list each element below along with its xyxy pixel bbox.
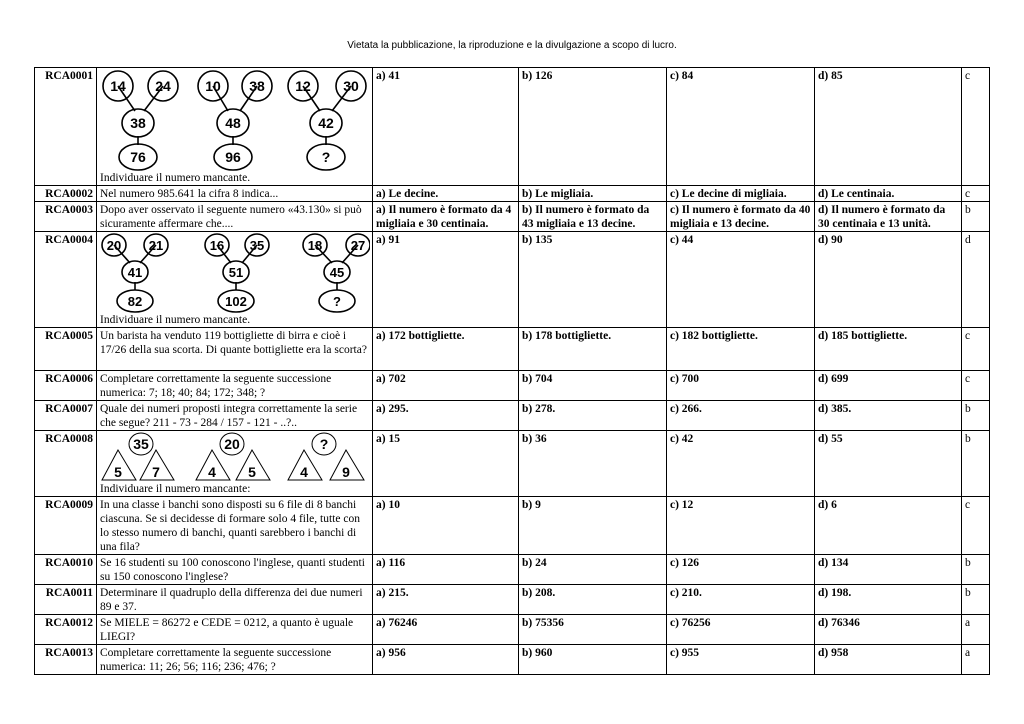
svg-text:12: 12 — [295, 78, 311, 94]
question-code: RCA0006 — [35, 371, 97, 401]
page-header: Vietata la pubblicazione, la riproduzione e la divulgazione a scopo di lucro. — [347, 40, 677, 51]
question-code: RCA0012 — [35, 615, 97, 645]
svg-text:48: 48 — [225, 115, 241, 131]
question-text: Dopo aver osservato il seguente numero «43.130» si può sicuramente affermare che.... — [97, 202, 373, 232]
table-row — [35, 615, 990, 645]
correct-answer: c — [962, 371, 990, 401]
svg-text:38: 38 — [130, 115, 146, 131]
svg-text:7: 7 — [152, 464, 160, 480]
svg-text:38: 38 — [249, 78, 265, 94]
question-code: RCA0001 — [35, 68, 97, 186]
question-code: RCA0007 — [35, 401, 97, 431]
option-c: c) 955 — [667, 645, 815, 675]
correct-answer: c — [962, 68, 990, 186]
svg-text:4: 4 — [208, 464, 216, 480]
table-row — [35, 497, 990, 555]
question-figure — [100, 69, 370, 171]
question-code: RCA0009 — [35, 497, 97, 555]
svg-text:20: 20 — [106, 238, 122, 253]
svg-text:42: 42 — [318, 115, 334, 131]
question-cell — [97, 68, 373, 186]
option-b: b) 960 — [519, 645, 667, 675]
option-c: c) 42 — [667, 431, 815, 497]
table-row — [35, 431, 990, 497]
option-d: d) Il numero è formato da 30 centinaia e 13 unità. — [815, 202, 962, 232]
svg-text:96: 96 — [225, 149, 241, 165]
question-text: Un barista ha venduto 119 bottigliette di birra e cioè i 17/26 della sua scorta. Di quante bottigliette era la scorta? — [97, 328, 373, 371]
option-d: d) 6 — [815, 497, 962, 555]
svg-text:41: 41 — [127, 265, 143, 280]
option-a: a) Il numero è formato da 4 migliaia e 30 centinaia. — [373, 202, 519, 232]
option-b: b) 24 — [519, 555, 667, 585]
option-a: a) 172 bottigliette. — [373, 328, 519, 371]
option-d: d) 699 — [815, 371, 962, 401]
correct-answer: b — [962, 431, 990, 497]
question-code: RCA0002 — [35, 186, 97, 202]
svg-text:102: 102 — [225, 294, 247, 309]
svg-text:24: 24 — [155, 78, 171, 94]
option-c: c) 210. — [667, 585, 815, 615]
svg-text:4: 4 — [300, 464, 308, 480]
table-row — [35, 202, 990, 232]
option-a: a) 41 — [373, 68, 519, 186]
option-b: b) 704 — [519, 371, 667, 401]
option-a: a) 10 — [373, 497, 519, 555]
correct-answer: c — [962, 328, 990, 371]
option-a: a) 91 — [373, 232, 519, 328]
svg-text:21: 21 — [148, 238, 164, 253]
correct-answer: b — [962, 585, 990, 615]
svg-text:51: 51 — [228, 265, 244, 280]
question-text: Individuare il numero mancante: — [100, 483, 251, 495]
option-b: b) 36 — [519, 431, 667, 497]
option-c: c) Il numero è formato da 40 migliaia e 13 decine. — [667, 202, 815, 232]
option-a: a) 76246 — [373, 615, 519, 645]
option-a: a) 295. — [373, 401, 519, 431]
question-code: RCA0004 — [35, 232, 97, 328]
svg-text:14: 14 — [110, 78, 126, 94]
svg-text:27: 27 — [350, 238, 366, 253]
table-row — [35, 232, 990, 328]
svg-text:35: 35 — [133, 436, 149, 452]
svg-text:82: 82 — [127, 294, 143, 309]
option-a: a) 956 — [373, 645, 519, 675]
option-a: a) 215. — [373, 585, 519, 615]
option-b: b) 135 — [519, 232, 667, 328]
question-text: Se 16 studenti su 100 conoscono l'inglese, quanti studenti su 150 conoscono l'inglese? — [97, 555, 373, 585]
table-row — [35, 585, 990, 615]
question-text: Completare correttamente la seguente successione numerica: 7; 18; 40; 84; 172; 348; ? — [97, 371, 373, 401]
question-text: Completare correttamente la seguente successione numerica: 11; 26; 56; 116; 236; 476; ? — [97, 645, 373, 675]
option-d: d) 55 — [815, 431, 962, 497]
table-row — [35, 555, 990, 585]
question-figure — [100, 233, 370, 313]
table-row — [35, 186, 990, 202]
correct-answer: d — [962, 232, 990, 328]
svg-text:10: 10 — [205, 78, 221, 94]
question-code: RCA0003 — [35, 202, 97, 232]
option-c: c) 182 bottigliette. — [667, 328, 815, 371]
option-b: b) 9 — [519, 497, 667, 555]
option-c: c) 700 — [667, 371, 815, 401]
option-c: c) 12 — [667, 497, 815, 555]
svg-text:20: 20 — [224, 436, 240, 452]
option-c: c) 44 — [667, 232, 815, 328]
svg-text:18: 18 — [307, 238, 323, 253]
option-c: c) Le decine di migliaia. — [667, 186, 815, 202]
correct-answer: b — [962, 401, 990, 431]
option-d: d) 385. — [815, 401, 962, 431]
svg-text:45: 45 — [329, 265, 345, 280]
svg-text:5: 5 — [248, 464, 256, 480]
question-text: Se MIELE = 86272 e CEDE = 0212, a quanto è uguale LIEGI? — [97, 615, 373, 645]
option-d: d) 85 — [815, 68, 962, 186]
svg-text:5: 5 — [114, 464, 122, 480]
question-text: Quale dei numeri proposti integra correttamente la serie che segue? 211 - 73 - 284 / 157 - 121 - ..?.. — [97, 401, 373, 431]
option-d: d) 76346 — [815, 615, 962, 645]
svg-text:?: ? — [333, 294, 341, 309]
option-b: b) 278. — [519, 401, 667, 431]
question-code: RCA0008 — [35, 431, 97, 497]
correct-answer: c — [962, 186, 990, 202]
option-a: a) 15 — [373, 431, 519, 497]
option-a: a) 702 — [373, 371, 519, 401]
question-code: RCA0011 — [35, 585, 97, 615]
question-code: RCA0005 — [35, 328, 97, 371]
svg-text:30: 30 — [343, 78, 359, 94]
table-row — [35, 645, 990, 675]
svg-text:35: 35 — [249, 238, 265, 253]
option-d: d) 198. — [815, 585, 962, 615]
correct-answer: b — [962, 202, 990, 232]
option-b: b) Le migliaia. — [519, 186, 667, 202]
question-text: In una classe i banchi sono disposti su 6 file di 8 banchi ciascuna. Se si decidesse di formare solo 4 file, tutte con lo stesso numero di banchi, quanti sarebbero i banchi di una fila? — [97, 497, 373, 555]
option-b: b) 178 bottigliette. — [519, 328, 667, 371]
svg-text:76: 76 — [130, 149, 146, 165]
correct-answer: b — [962, 555, 990, 585]
option-d: d) 958 — [815, 645, 962, 675]
option-b: b) 208. — [519, 585, 667, 615]
option-d: d) 134 — [815, 555, 962, 585]
svg-text:?: ? — [319, 436, 329, 452]
option-a: a) 116 — [373, 555, 519, 585]
svg-text:?: ? — [321, 149, 331, 165]
svg-text:9: 9 — [342, 464, 350, 480]
option-c: c) 84 — [667, 68, 815, 186]
table-row — [35, 328, 990, 371]
option-b: b) Il numero è formato da 43 migliaia e 13 decine. — [519, 202, 667, 232]
option-a: a) Le decine. — [373, 186, 519, 202]
option-c: c) 76256 — [667, 615, 815, 645]
question-cell — [97, 431, 373, 497]
question-cell — [97, 232, 373, 328]
table-row — [35, 401, 990, 431]
question-code: RCA0010 — [35, 555, 97, 585]
question-code: RCA0013 — [35, 645, 97, 675]
question-text: Nel numero 985.641 la cifra 8 indica... — [97, 186, 373, 202]
correct-answer: a — [962, 615, 990, 645]
questions-table — [34, 67, 990, 675]
correct-answer: a — [962, 645, 990, 675]
option-d: d) 185 bottigliette. — [815, 328, 962, 371]
table-row — [35, 68, 990, 186]
option-b: b) 126 — [519, 68, 667, 186]
question-text: Individuare il numero mancante. — [100, 172, 251, 184]
option-b: b) 75356 — [519, 615, 667, 645]
option-c: c) 266. — [667, 401, 815, 431]
table-row — [35, 371, 990, 401]
question-text: Individuare il numero mancante. — [100, 314, 251, 326]
option-d: d) 90 — [815, 232, 962, 328]
svg-text:16: 16 — [209, 238, 225, 253]
correct-answer: c — [962, 497, 990, 555]
option-d: d) Le centinaia. — [815, 186, 962, 202]
question-figure — [100, 432, 370, 482]
question-text: Determinare il quadruplo della differenza dei due numeri 89 e 37. — [97, 585, 373, 615]
option-c: c) 126 — [667, 555, 815, 585]
